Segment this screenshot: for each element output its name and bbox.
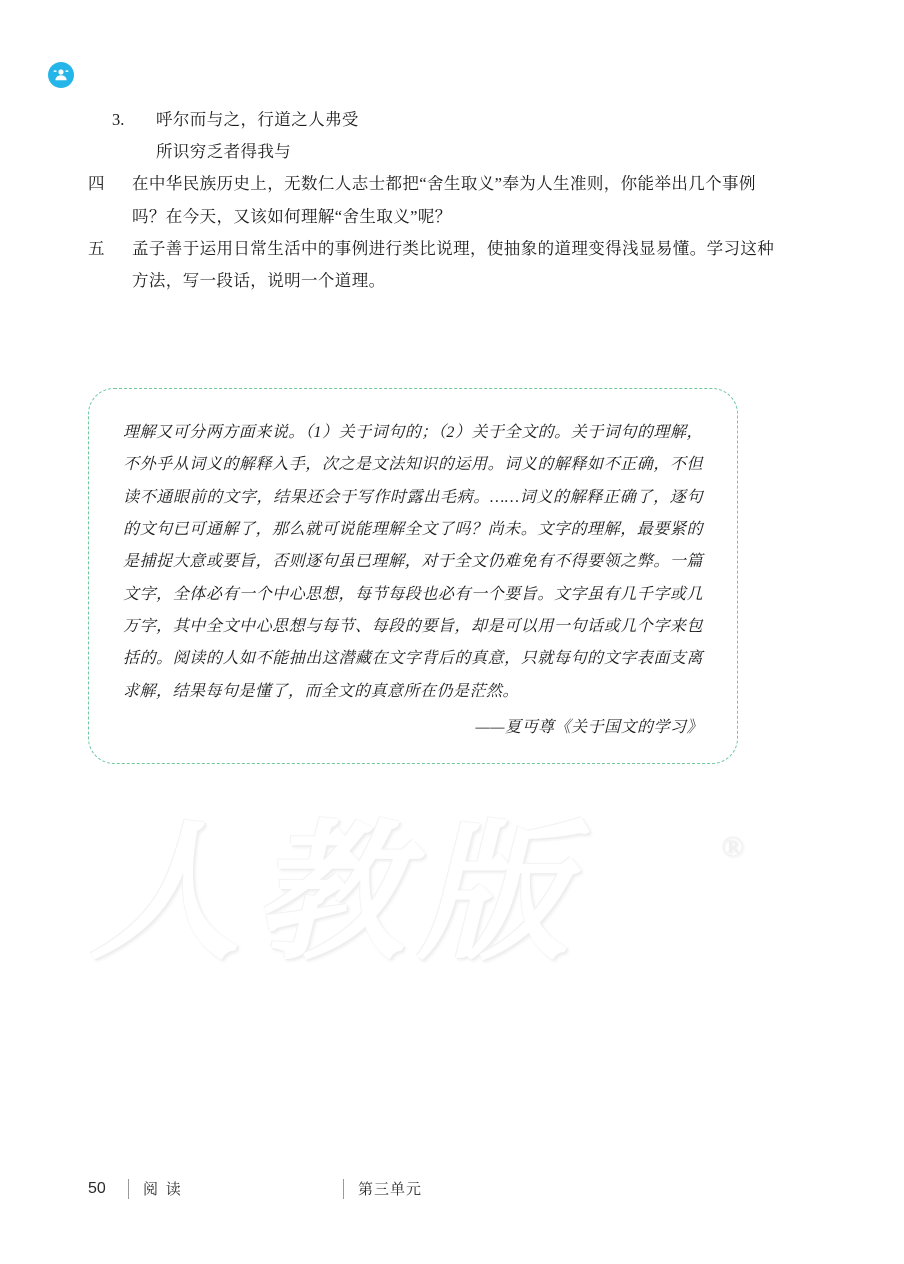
exercise-item [88,233,788,297]
exercise-text: 在中华民族历史上，无数仁人志士都把“舍生取义”奉为人生准则，你能举出几个事例吗？在今天，又该如何理解“舍生取义”呢？ [132,174,756,226]
exercise-text: 孟子善于运用日常生活中的事例进行类比说理，使抽象的道理变得浅显易懂。学习这种方法，写一段话，说明一个道理。 [132,238,775,290]
page-footer [88,1178,808,1199]
watermark-registered-mark: ® [721,830,744,863]
watermark-text: 人教版 [90,812,583,978]
publisher-watermark [90,812,750,1010]
footer-divider [128,1179,129,1199]
exercise-subline: 所识穷乏者得我与 [156,142,292,162]
exercise-number: 五 [88,238,105,258]
exercise-text: 呼尔而与之，行道之人弗受 [156,110,359,129]
exercise-list [88,104,788,297]
footer-section-label: 阅 读 [143,1182,183,1198]
footer-divider-2 [343,1179,344,1199]
quote-body: 理解又可分两方面来说。（1）关于词句的；（2）关于全文的。关于词句的理解，不外乎从词义的解释入手，次之是文法知识的运用。词义的解释如不正确，不但读不通眼前的文字，结果还会于写作时露出毛病。……词义的解释正确了，逐句的文句已可通解了，那么就可说能理解全文了吗？尚未。文字的理解，最要紧的是捕捉大意或要旨，否则逐句虽已理解，对于全文仍难免有不得要领之弊。一篇文字，全体必有一个中心思想，每节每段也必有一个要旨。文字虽有几千字或几万字，其中全文中心思想与每节、每段的要旨，却是可以用一句话或几个字来包括的。阅读的人如不能抽出这潜藏在文字背后的真意，只就每句的文字表面支离求解，结果每句是懂了，而全文的真意所在仍是茫然。 [123,424,703,700]
student-badge-icon [48,62,74,88]
exercise-item [88,168,788,232]
exercise-number: 3. [112,110,125,129]
footer-unit-label: 第三单元 [358,1182,423,1198]
exercise-number: 四 [88,174,105,194]
page-number: 50 [88,1179,106,1197]
exercise-item [88,104,788,136]
quote-box [88,388,738,764]
quote-attribution: ——夏丏尊《关于国文的学习》 [475,718,703,736]
